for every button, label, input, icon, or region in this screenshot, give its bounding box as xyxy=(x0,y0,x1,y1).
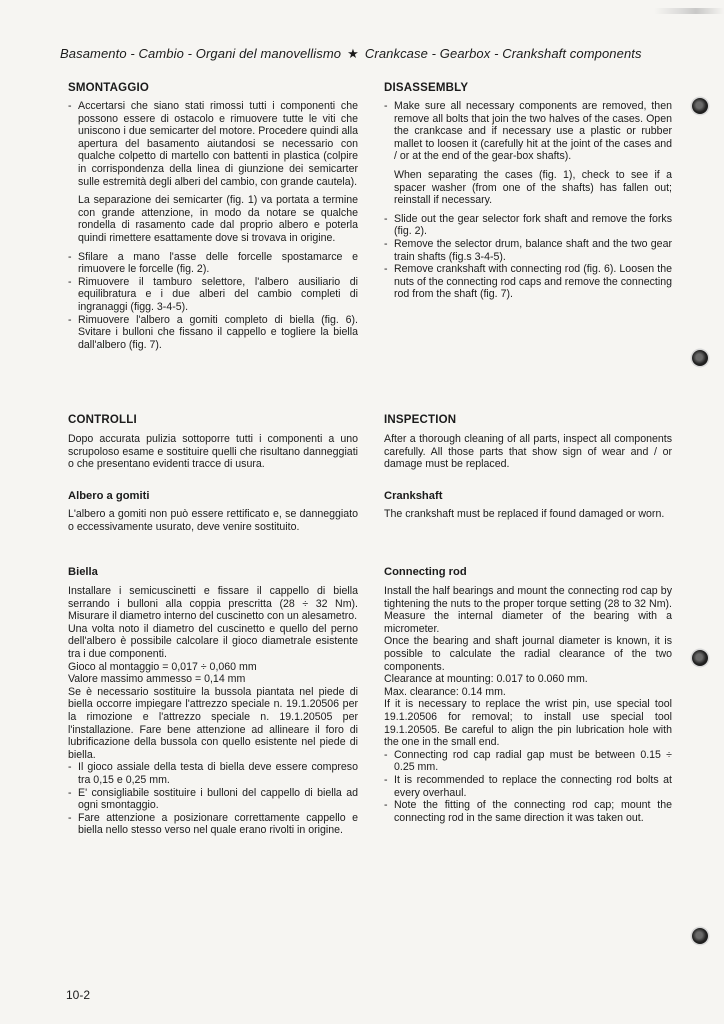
paragraph: After a thorough cleaning of all parts, inspect all components carefully. All those parts that show sign of wear and / or damage must be replaced. xyxy=(384,433,672,471)
paragraph: Installare i semicuscinetti e fissare il cappello di biella serrando i bulloni alla coppia prescritta (28 ÷ 32 Nm). Misurare il diametro interno del cuscinetto con un alesametro. xyxy=(68,585,358,623)
list-item: - Connecting rod cap radial gap must be between 0.15 ÷ 0.25 mm. xyxy=(384,749,672,774)
paragraph: Once the bearing and shaft journal diameter is known, it is possible to calculate the radial clearance of the two components. xyxy=(384,635,672,673)
paragraph: Se è necessario sostituire la bussola piantata nel piede di biella occorre impiegare l'attrezzo speciale n. 19.1.20506 per la rimozione e l'attrezzo speciale n. 19.1.20505 per l'installazione. Fare bene attenzione ad allineare il foro di lubrificazione della bussola con quello esistente nel piede di biella. xyxy=(68,685,358,761)
paragraph: Install the half bearings and mount the connecting rod cap by tightening the nuts to the proper torque setting (28 to 32 Nm). Measure the internal diameter of the bearing with a micrometer. xyxy=(384,585,672,635)
heading-albero: Albero a gomiti xyxy=(68,490,150,502)
paragraph: If it is necessary to replace the wrist pin, use special tool 19.1.20506 for removal; to install use special tool 19.1.20505. Be careful to align the pin lubrication hole with the one in the small end. xyxy=(384,698,672,749)
section-smontaggio xyxy=(68,100,358,351)
list-item-text: Accertarsi che siano stati rimossi tutti i componenti che possono essere di ostacolo e rimuovere tutte le viti che uniscono i due semicarter del motore. Procedere quindi alla apertura del basamento aiutandosi se necessario con qualche colpetto di martello con battenti in plastica (colpire in corrispondenza della linea di giunzione dei semicarter sulle estremità degli alberi del cambio, con grande cautela). xyxy=(78,100,358,188)
paragraph: Max. clearance: 0.14 mm. xyxy=(384,685,506,698)
list-item: - Remove crankshaft with connecting rod (fig. 6). Loosen the nuts of the connecting rod caps and remove the connecting rod from the shaft (fig. 7). xyxy=(384,263,672,301)
list-item-text: Make sure all necessary components are removed, then remove all bolts that join the two halves of the cases. Open the crankcase and if necessary use a plastic or rubber mallet to loosen it (carefully hit at the joint of the cases and / or at the end of the gear-box shafts). xyxy=(394,100,672,163)
paragraph: Dopo accurata pulizia sottoporre tutti i componenti a uno scrupoloso esame e sostituire quelli che risultano danneggiati o che presentano evidenti tracce di usura. xyxy=(68,433,358,471)
heading-crankshaft: Crankshaft xyxy=(384,490,443,502)
paragraph: The crankshaft must be replaced if found damaged or worn. xyxy=(384,508,665,520)
paragraph: La separazione dei semicarter (fig. 1) va portata a termine con grande attenzione, in modo da notare se qualche rondella di rasamento cade dal proprio albero e poterla quindi rimettere esattamente dove si trovava in origine. xyxy=(78,194,358,244)
header-english: Crankcase - Gearbox - Crankshaft components xyxy=(364,46,642,61)
binder-hole-icon xyxy=(692,650,708,666)
page-header xyxy=(60,46,672,62)
section-crankshaft xyxy=(384,508,672,521)
paragraph: L'albero a gomiti non può essere rettificato e, se danneggiato o eccessivamente usurato, deve venire sostituito. xyxy=(68,508,358,533)
list-item: - Note the fitting of the connecting rod cap; mount the connecting rod in the same direction it was taken out. xyxy=(384,799,672,824)
section-inspection xyxy=(384,433,672,471)
list-item: - E' consigliabile sostituire i bulloni del cappello di biella ad ogni smontaggio. xyxy=(68,787,358,812)
paragraph: Clearance at mounting: 0.017 to 0.060 mm. xyxy=(384,673,588,686)
list-item: - Sfilare a mano l'asse delle forcelle spostamarce e rimuovere le forcelle (fig. 2). xyxy=(68,251,358,276)
section-biella xyxy=(68,585,358,837)
paragraph: Gioco al montaggio = 0,017 ÷ 0,060 mm xyxy=(68,660,257,673)
heading-connecting-rod: Connecting rod xyxy=(384,566,467,578)
scan-artifact xyxy=(654,8,724,14)
list-item xyxy=(68,100,358,245)
heading-smontaggio: SMONTAGGIO xyxy=(68,82,150,94)
list-item: - Il gioco assiale della testa di biella deve essere compreso tra 0,15 e 0,25 mm. xyxy=(68,761,358,786)
section-disassembly xyxy=(384,100,672,301)
section-albero xyxy=(68,508,358,533)
binder-hole-icon xyxy=(692,928,708,944)
binder-hole-icon xyxy=(692,350,708,366)
list-item: - It is recommended to replace the connecting rod bolts at every overhaul. xyxy=(384,774,672,799)
star-icon: ★ xyxy=(347,46,359,61)
list-item: - Fare attenzione a posizionare correttamente cappello e biella nello stesso verso nel quale erano rivolti in origine. xyxy=(68,812,358,837)
paragraph: Una volta noto il diametro del cuscinetto e quello del perno dell'albero è possibile calcolare il gioco diametrale esistente tra i due componenti. xyxy=(68,622,358,660)
list-item: - Rimuovere l'albero a gomiti completo di biella (fig. 6). Svitare i bulloni che fissano il cappello e togliere la biella dall'albero (fig. 7). xyxy=(68,314,358,352)
heading-biella: Biella xyxy=(68,566,98,578)
list-item xyxy=(384,100,672,207)
section-controlli xyxy=(68,433,358,471)
heading-controlli: CONTROLLI xyxy=(68,414,137,426)
paragraph: Valore massimo ammesso = 0,14 mm xyxy=(68,673,246,686)
paragraph: When separating the cases (fig. 1), check to see if a spacer washer (from one of the shafts) has fallen out; reinstall if necessary. xyxy=(394,168,672,207)
header-italian: Basamento - Cambio - Organi del manovellismo xyxy=(60,46,342,61)
heading-inspection: INSPECTION xyxy=(384,414,457,426)
list-item: - Slide out the gear selector fork shaft and remove the forks (fig. 2). xyxy=(384,213,672,238)
binder-hole-icon xyxy=(692,98,708,114)
section-connecting-rod xyxy=(384,585,672,824)
list-item: - Remove the selector drum, balance shaft and the two gear train shafts (fig.s 3-4-5). xyxy=(384,238,672,263)
list-item: - Rimuovere il tamburo selettore, l'albero ausiliario di equilibratura e i due alberi del cambio completi di ingranaggi (figg. 3-4-5). xyxy=(68,276,358,314)
heading-disassembly: DISASSEMBLY xyxy=(384,82,469,94)
page-number: 10-2 xyxy=(66,988,91,1002)
